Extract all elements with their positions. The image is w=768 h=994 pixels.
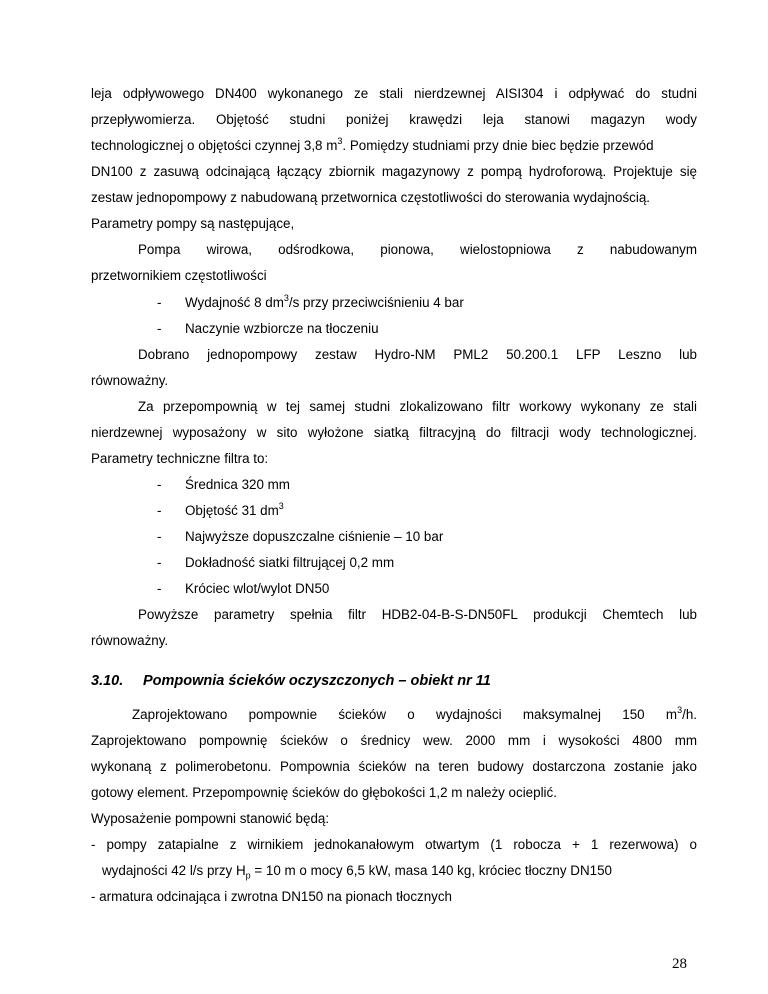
list-item: Wydajność 8 $dm^3/s$ przy przeciwciśnieniu 4 bar bbox=[185, 292, 464, 310]
paragraph-line: gotowy element. Przepompownię ścieków do głębokości 1,2 m należy ocieplić. bbox=[91, 785, 557, 800]
paragraph-line: leja odpływowego DN400 wykonanego ze stali nierdzewnej AISI304 i odpływać do studni bbox=[91, 86, 697, 101]
paragraph-line: technologicznej o objętości czynnej 3,8 $m^3$. Pomiędzy studniami przy dnie biec będzie przewód bbox=[91, 135, 654, 153]
paragraph-line: przepływomierza. Objętość studni poniżej krawędzi leja stanowi magazyn wody bbox=[91, 112, 697, 127]
paragraph-line: wykonaną z polimerobetonu. Pompownia ścieków na teren budowy dostarczona zostanie jako bbox=[91, 759, 697, 774]
paragraph-line: wydajności 42 l/s przy $H_p = 10$ m o mocy 6,5 kW, masa 140 kg, króciec tłoczny DN150 bbox=[102, 863, 612, 881]
list-item: Najwyższe dopuszczalne ciśnienie – 10 bar bbox=[185, 529, 444, 544]
list-bullet: - bbox=[157, 555, 162, 570]
paragraph-line: Dobrano jednopompowy zestaw Hydro-NM PML2 50.200.1 LFP Leszno lub bbox=[138, 347, 697, 362]
list-item: Objętość 31 $dm^3$ bbox=[185, 500, 284, 518]
list-bullet: - bbox=[157, 321, 162, 336]
list-item: Króciec wlot/wylot DN50 bbox=[185, 581, 330, 596]
paragraph-line: - pompy zatapialne z wirnikiem jednokanałowym otwartym (1 robocza + 1 rezerwowa) o bbox=[91, 837, 697, 852]
section-number: 3.10. bbox=[91, 673, 124, 689]
paragraph-line: Zaprojektowano pompownię ścieków o średnicy wew. 2000 mm i wysokości 4800 mm bbox=[91, 733, 697, 748]
paragraph-line: Pompa wirowa, odśrodkowa, pionowa, wielostopniowa z nabudowanym bbox=[138, 242, 697, 257]
list-bullet: - bbox=[157, 529, 162, 544]
paragraph-line: nierdzewnej wyposażony w sito wyłożone siatką filtracyjną do filtracji wody technologicznej. bbox=[91, 425, 697, 440]
paragraph-line: Parametry pompy są następujące, bbox=[91, 216, 295, 231]
page-number: 28 bbox=[672, 956, 687, 972]
paragraph-line: zestaw jednopompowy z nabudowaną przetwornica częstotliwości do sterowania wydajnością. bbox=[91, 190, 650, 205]
list-item: Średnica 320 mm bbox=[185, 477, 290, 492]
paragraph-line: Wyposażenie pompowni stanowić będą: bbox=[91, 811, 330, 826]
paragraph-line: przetwornikiem częstotliwości bbox=[91, 268, 267, 283]
list-item: Naczynie wzbiorcze na tłoczeniu bbox=[185, 321, 379, 336]
paragraph-line: Powyższe parametry spełnia filtr HDB2-04-B-S-DN50FL produkcji Chemtech lub bbox=[138, 607, 697, 622]
paragraph-line: Zaprojektowano pompownie ścieków o wydajności maksymalnej 150 $m^3/h$. bbox=[132, 704, 697, 722]
section-title: Pompownia ścieków oczyszczonych – obiekt nr 11 bbox=[143, 673, 491, 689]
paragraph-line: równoważny. bbox=[91, 373, 169, 388]
list-item: Dokładność siatki filtrującej 0,2 mm bbox=[185, 555, 395, 570]
section-heading bbox=[91, 672, 491, 690]
list-bullet: - bbox=[157, 581, 162, 596]
paragraph-line: DN100 z zasuwą odcinającą łączący zbiornik magazynowy z pompą hydroforową. Projektuje się bbox=[91, 164, 697, 179]
list-bullet: - bbox=[157, 503, 162, 518]
paragraph-line: Za przepompownią w tej samej studni zlokalizowano filtr workowy wykonany ze stali bbox=[138, 399, 697, 414]
paragraph-line: równoważny. bbox=[91, 633, 169, 648]
paragraph-line: Parametry techniczne filtra to: bbox=[91, 451, 269, 466]
paragraph-line: - armatura odcinająca i zwrotna DN150 na pionach tłocznych bbox=[91, 889, 452, 904]
list-bullet: - bbox=[157, 477, 162, 492]
list-bullet: - bbox=[157, 295, 162, 310]
